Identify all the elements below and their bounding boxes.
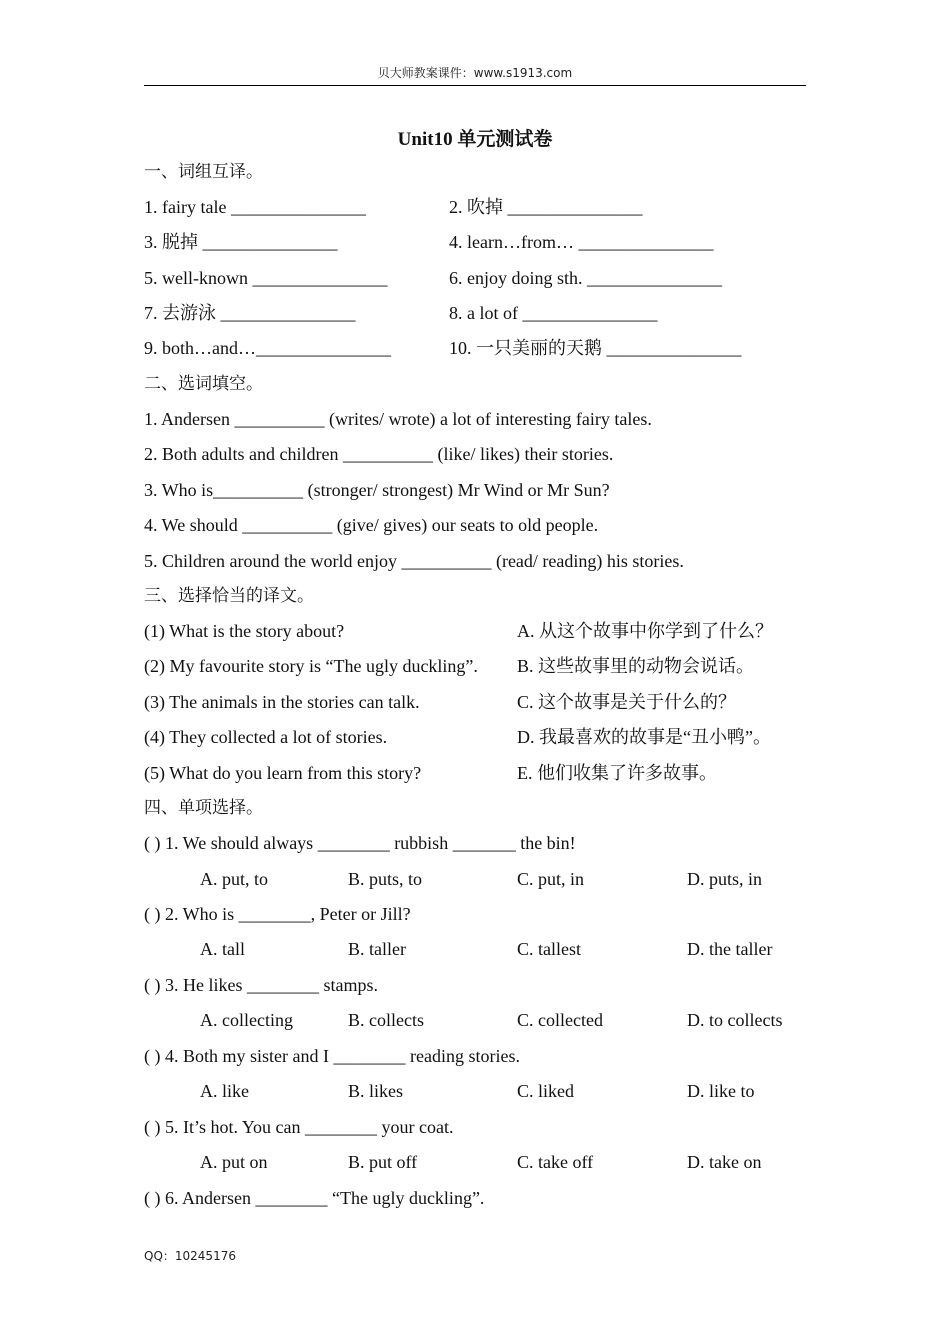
vocab-item: 6. enjoy doing sth. _______________ — [449, 268, 722, 288]
match-chinese: B. 这些故事里的动物会说话。 — [517, 656, 755, 676]
page-header: 贝大师教案课件：www.s1913.com — [144, 64, 806, 86]
vocab-row — [144, 227, 806, 257]
match-english: (1) What is the story about? — [144, 621, 345, 641]
mc-options — [144, 1005, 806, 1035]
match-english: (4) They collected a lot of stories. — [144, 727, 388, 747]
mc-option: C. take off — [517, 1152, 594, 1172]
fill-item: 2. Both adults and children __________ (like/ likes) their stories. — [144, 444, 614, 464]
page-footer: QQ：10245176 — [144, 1249, 236, 1263]
match-chinese: D. 我最喜欢的故事是“丑小鸭”。 — [517, 727, 771, 747]
vocab-item: 4. learn…from… _______________ — [449, 232, 714, 252]
page-title: Unit10 单元测试卷 — [397, 129, 553, 150]
vocab-item: 1. fairy tale _______________ — [144, 197, 366, 217]
mc-question: ( ) 6. Andersen ________ “The ugly duckling”. — [144, 1188, 485, 1208]
mc-option: C. collected — [517, 1010, 603, 1030]
vocab-item: 3. 脱掉 _______________ — [144, 232, 338, 252]
mc-question: ( ) 4. Both my sister and I ________ reading stories. — [144, 1046, 520, 1066]
mc-question: ( ) 2. Who is ________, Peter or Jill? — [144, 904, 411, 924]
section4-heading: 四、单项选择。 — [144, 798, 263, 818]
mc-option: B. collects — [348, 1010, 424, 1030]
mc-question: ( ) 1. We should always ________ rubbish _______ the bin! — [144, 833, 576, 853]
mc-option: D. like to — [687, 1081, 755, 1101]
fill-item: 3. Who is__________ (stronger/ strongest) Mr Wind or Mr Sun? — [144, 480, 610, 500]
vocab-item: 7. 去游泳 _______________ — [144, 303, 356, 323]
fill-item: 4. We should __________ (give/ gives) our seats to old people. — [144, 515, 599, 535]
section1-heading: 一、词组互译。 — [144, 162, 263, 182]
vocab-item: 9. both…and…_______________ — [144, 338, 391, 358]
mc-option: A. put, to — [200, 869, 269, 889]
mc-option: A. like — [200, 1081, 249, 1101]
match-english: (3) The animals in the stories can talk. — [144, 692, 420, 712]
mc-option: B. taller — [348, 939, 406, 959]
mc-option: B. put off — [348, 1152, 418, 1172]
fill-item: 5. Children around the world enjoy __________ (read/ reading) his stories. — [144, 551, 684, 571]
match-row — [144, 758, 806, 788]
match-english: (5) What do you learn from this story? — [144, 763, 422, 783]
match-row — [144, 651, 806, 681]
mc-question: ( ) 3. He likes ________ stamps. — [144, 975, 378, 995]
match-row — [144, 616, 806, 646]
vocab-row — [144, 333, 806, 363]
vocab-row — [144, 298, 806, 328]
mc-option: A. tall — [200, 939, 245, 959]
mc-option: B. puts, to — [348, 869, 423, 889]
vocab-item: 5. well-known _______________ — [144, 268, 388, 288]
mc-option: B. likes — [348, 1081, 404, 1101]
mc-option: C. put, in — [517, 869, 585, 889]
vocab-item: 10. 一只美丽的天鹅 _______________ — [449, 338, 742, 358]
mc-options — [144, 1147, 806, 1177]
fill-item: 1. Andersen __________ (writes/ wrote) a lot of interesting fairy tales. — [144, 409, 652, 429]
mc-option: D. puts, in — [687, 869, 763, 889]
match-chinese: C. 这个故事是关于什么的？ — [517, 692, 737, 712]
mc-option: C. tallest — [517, 939, 581, 959]
mc-question: ( ) 5. It’s hot. You can ________ your coat. — [144, 1117, 454, 1137]
vocab-item: 8. a lot of _______________ — [449, 303, 658, 323]
mc-options — [144, 864, 806, 894]
match-row — [144, 722, 806, 752]
mc-option: D. take on — [687, 1152, 762, 1172]
match-row — [144, 687, 806, 717]
mc-option: D. to collects — [687, 1010, 783, 1030]
mc-options — [144, 1076, 806, 1106]
match-chinese: A. 从这个故事中你学到了什么？ — [517, 621, 773, 641]
mc-options — [144, 934, 806, 964]
section2-heading: 二、选词填空。 — [144, 374, 263, 394]
section3-heading: 三、选择恰当的译文。 — [144, 586, 314, 606]
vocab-row — [144, 263, 806, 293]
mc-option: C. liked — [517, 1081, 574, 1101]
mc-option: A. put on — [200, 1152, 268, 1172]
vocab-item: 2. 吹掉 _______________ — [449, 197, 643, 217]
mc-option: A. collecting — [200, 1010, 293, 1030]
match-chinese: E. 他们收集了许多故事。 — [517, 763, 717, 783]
vocab-row — [144, 192, 806, 222]
match-english: (2) My favourite story is “The ugly duckling”. — [144, 656, 478, 676]
mc-option: D. the taller — [687, 939, 773, 959]
